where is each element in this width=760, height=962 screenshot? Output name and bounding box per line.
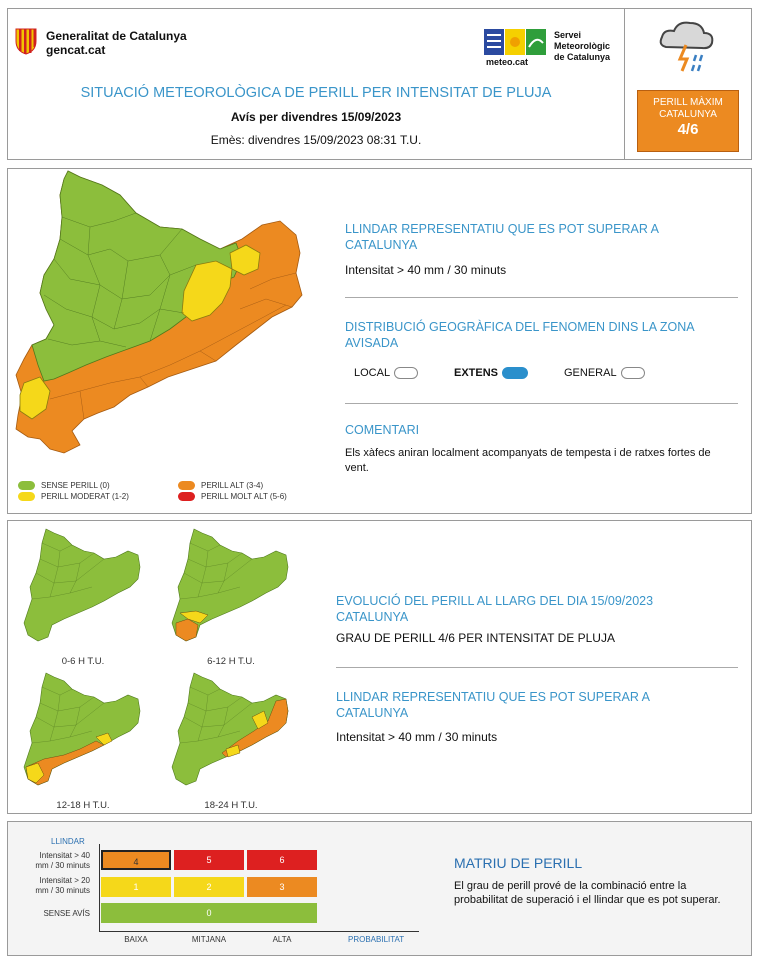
max-danger-badge	[637, 90, 739, 152]
option-label: EXTENS	[454, 367, 499, 379]
divider	[336, 667, 738, 668]
map-label-18-24: 18-24 H T.U.	[204, 800, 258, 811]
issued-date: Emès: divendres 15/09/2023 08:31 T.U.	[210, 133, 422, 147]
map-region-base	[24, 529, 140, 641]
storm-rain-icon	[656, 15, 718, 77]
map-12-18[interactable]	[20, 671, 144, 791]
row-label-line: Intensitat > 20	[39, 876, 90, 885]
page-title: SITUACIÓ METEOROLÒGICA DE PERILL PER INTENSITAT DE PLUJA	[80, 85, 552, 101]
legend-item-no-danger	[18, 481, 110, 490]
matrix-cell-2: 2	[174, 877, 244, 897]
option-label: GENERAL	[564, 367, 617, 379]
map-label-12-18: 12-18 H T.U.	[56, 800, 110, 811]
meteocat-emblem-icon	[484, 29, 546, 55]
matrix-y-axis	[99, 844, 100, 932]
matrix-title: MATRIU DE PERILL	[454, 855, 583, 871]
matrix-cell-6: 6	[247, 850, 317, 870]
threshold-value: Intensitat > 40 mm / 30 minuts	[345, 263, 507, 277]
row-label-line: Intensitat > 40	[39, 851, 90, 860]
legend-swatch-orange	[178, 481, 195, 490]
catalonia-danger-map[interactable]	[10, 169, 310, 454]
meteocat-label: meteo.cat	[486, 57, 529, 67]
evolution-threshold-value: Intensitat > 40 mm / 30 minuts	[336, 730, 498, 744]
gencat-url: gencat.cat	[46, 43, 106, 57]
map-18-24[interactable]	[168, 671, 292, 791]
legend-label: SENSE PERILL (0)	[41, 481, 110, 490]
evolution-box	[7, 520, 752, 814]
legend-swatch-red	[178, 492, 195, 501]
main-warning-box	[7, 168, 752, 514]
legend-item-moderate	[18, 492, 129, 501]
comment-title: COMENTARI	[345, 423, 420, 437]
matrix-cell-3: 3	[247, 877, 317, 897]
gencat-logo[interactable]	[14, 27, 234, 59]
threshold-title: LLINDAR REPRESENTATIU QUE ES POT SUPERAR A CATALUNYA	[345, 222, 659, 252]
legend-item-high	[178, 481, 263, 490]
legend-item-very-high	[178, 492, 287, 501]
header-separator	[624, 9, 625, 159]
legend-swatch-yellow	[18, 492, 35, 501]
matrix-description: El grau de perill prové de la combinació entre la probabilitat de superació i el llindar que es pot superar.	[454, 880, 721, 906]
map-0-6[interactable]	[20, 527, 144, 647]
meteocat-logo[interactable]	[484, 29, 548, 69]
max-danger-region: CATALUNYA	[659, 109, 717, 120]
legend-label: PERILL MOLT ALT (5-6)	[201, 492, 287, 501]
toggle-general[interactable]	[621, 367, 645, 379]
matrix-prob-label: PROBABILITAT	[348, 935, 405, 944]
option-extens[interactable]	[454, 367, 528, 379]
matrix-cell-1: 1	[101, 877, 171, 897]
map-label-0-6: 0-6 H T.U.	[61, 656, 105, 667]
divider	[345, 297, 738, 298]
gencat-name: Generalitat de Catalunya	[46, 29, 187, 43]
matrix-axis-title: LLINDAR	[51, 837, 85, 846]
smc-line2: Meteorològic	[554, 41, 611, 51]
matrix-col-baixa: BAIXA	[124, 935, 148, 944]
smc-name	[554, 30, 610, 63]
row-label-line: mm / 30 minuts	[35, 861, 90, 870]
matrix-row2-label	[14, 876, 90, 896]
map-label-6-12: 6-12 H T.U.	[207, 656, 255, 667]
matrix-box	[7, 821, 752, 956]
toggle-extens[interactable]	[502, 367, 528, 379]
evolution-title: EVOLUCIÓ DEL PERILL AL LLARG DEL DIA 15/09/2023 CATALUNYA	[336, 594, 654, 624]
max-danger-label: PERILL MÀXIM	[653, 97, 723, 108]
matrix-row1-label	[14, 851, 90, 871]
option-local[interactable]	[354, 367, 418, 379]
smc-line3: de Catalunya	[554, 52, 611, 62]
matrix-cell-4: 4	[101, 850, 171, 870]
matrix-cell-0: 0	[101, 903, 317, 923]
divider	[345, 403, 738, 404]
distribution-title: DISTRIBUCIÓ GEOGRÀFICA DEL FENOMEN DINS LA ZONA AVISADA	[345, 320, 694, 350]
matrix-x-axis	[99, 931, 419, 932]
legend-label: PERILL ALT (3-4)	[201, 481, 264, 490]
warning-date: Avís per divendres 15/09/2023	[230, 110, 402, 124]
evolution-threshold-title: LLINDAR REPRESENTATIU QUE ES POT SUPERAR A CATALUNYA	[336, 690, 650, 720]
option-label: LOCAL	[354, 367, 391, 379]
comment-text: Els xàfecs aniran localment acompanyats de tempesta i de ratxes fortes de vent.	[345, 447, 711, 474]
smc-line1: Servei	[554, 30, 582, 40]
matrix-cell-5: 5	[174, 850, 244, 870]
evolution-value: GRAU DE PERILL 4/6 PER INTENSITAT DE PLUJA	[336, 631, 615, 645]
toggle-local[interactable]	[394, 367, 418, 379]
catalonia-flag-icon	[14, 27, 38, 55]
row-label-line: mm / 30 minuts	[35, 886, 90, 895]
matrix-col-mitjana: MITJANA	[191, 935, 227, 944]
matrix-row3-label: SENSE AVÍS	[43, 909, 90, 918]
map-6-12[interactable]	[168, 527, 292, 647]
header-box	[7, 8, 752, 160]
map-legend	[18, 481, 318, 511]
option-general[interactable]	[564, 367, 645, 379]
legend-label: PERILL MODERAT (1-2)	[41, 492, 129, 501]
legend-swatch-green	[18, 481, 35, 490]
matrix-col-alta: ALTA	[272, 935, 292, 944]
max-danger-value: 4/6	[677, 121, 699, 138]
